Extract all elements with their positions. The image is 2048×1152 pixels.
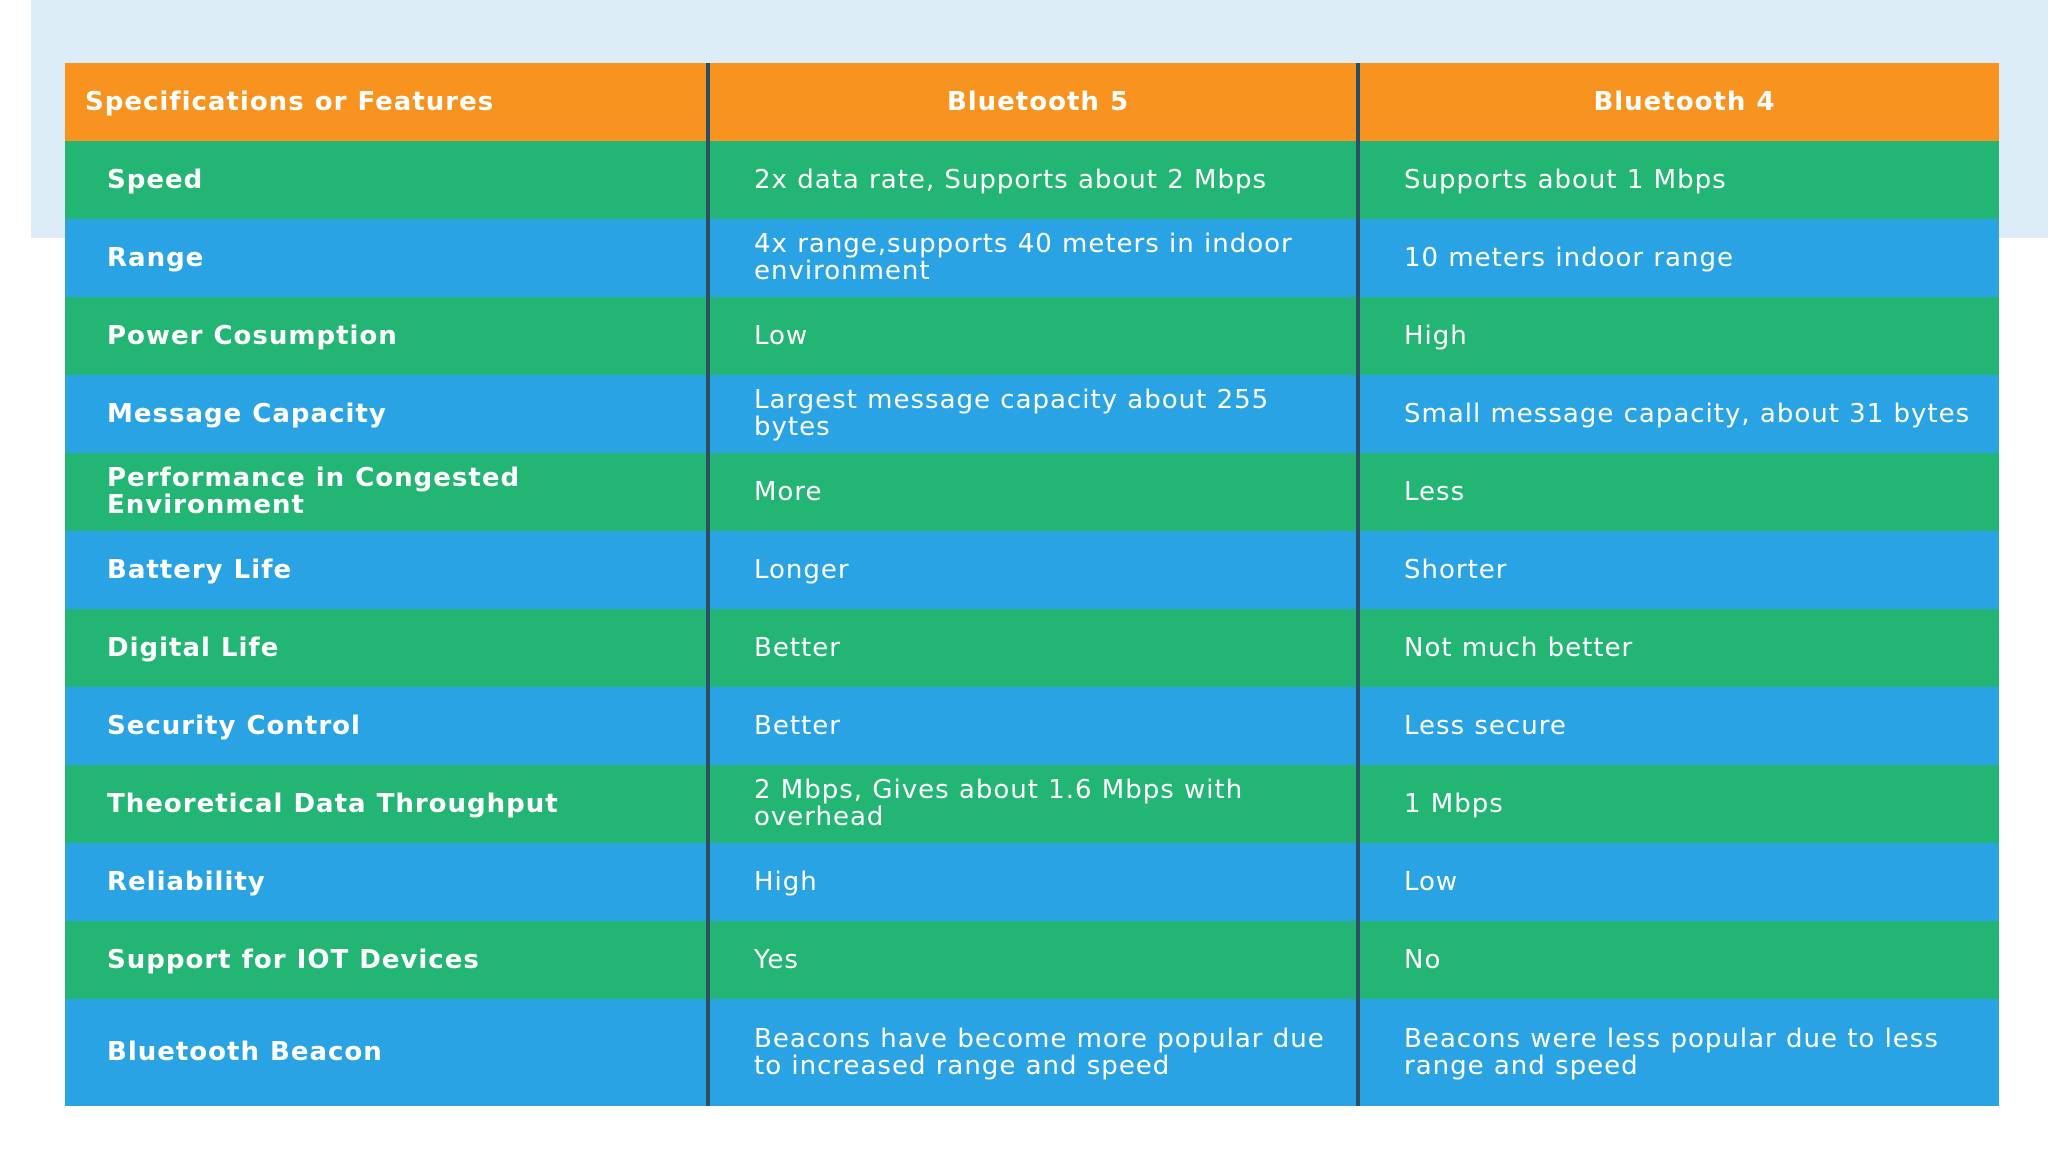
bluetooth-4-cell: Supports about 1 Mbps bbox=[1358, 141, 1999, 219]
feature-cell: Theoretical Data Throughput bbox=[65, 765, 708, 843]
bluetooth-4-cell: High bbox=[1358, 297, 1999, 375]
bluetooth-4-cell: 1 Mbps bbox=[1358, 765, 1999, 843]
comparison-table bbox=[65, 63, 1999, 1106]
bluetooth-4-cell: 10 meters indoor range bbox=[1358, 219, 1999, 297]
table-row bbox=[65, 921, 1999, 999]
header-bluetooth-4: Bluetooth 4 bbox=[1358, 63, 1999, 141]
feature-cell: Support for IOT Devices bbox=[65, 921, 708, 999]
bluetooth-5-cell: Better bbox=[708, 687, 1358, 765]
feature-cell: Reliability bbox=[65, 843, 708, 921]
feature-cell: Battery Life bbox=[65, 531, 708, 609]
feature-cell: Speed bbox=[65, 141, 708, 219]
bluetooth-5-cell: Low bbox=[708, 297, 1358, 375]
feature-cell: Performance in Congested Environment bbox=[65, 453, 708, 531]
bluetooth-5-cell: 2 Mbps, Gives about 1.6 Mbps with overhead bbox=[708, 765, 1358, 843]
bluetooth-5-cell: High bbox=[708, 843, 1358, 921]
header-row bbox=[65, 63, 1999, 141]
feature-cell: Bluetooth Beacon bbox=[65, 999, 708, 1106]
bluetooth-5-cell: Better bbox=[708, 609, 1358, 687]
table-row bbox=[65, 843, 1999, 921]
feature-cell: Digital Life bbox=[65, 609, 708, 687]
table-row bbox=[65, 219, 1999, 297]
feature-cell: Power Cosumption bbox=[65, 297, 708, 375]
bluetooth-4-cell: Beacons were less popular due to less range and speed bbox=[1358, 999, 1999, 1106]
table-row bbox=[65, 531, 1999, 609]
bluetooth-4-cell: Less bbox=[1358, 453, 1999, 531]
bluetooth-4-cell: Less secure bbox=[1358, 687, 1999, 765]
table-row bbox=[65, 609, 1999, 687]
header-features: Specifications or Features bbox=[65, 63, 708, 141]
feature-cell: Range bbox=[65, 219, 708, 297]
table-row bbox=[65, 765, 1999, 843]
table-row bbox=[65, 687, 1999, 765]
table-row bbox=[65, 999, 1999, 1106]
table-row bbox=[65, 141, 1999, 219]
bluetooth-5-cell: Yes bbox=[708, 921, 1358, 999]
bluetooth-4-cell: Not much better bbox=[1358, 609, 1999, 687]
table-row bbox=[65, 453, 1999, 531]
bluetooth-5-cell: More bbox=[708, 453, 1358, 531]
bluetooth-5-cell: Longer bbox=[708, 531, 1358, 609]
bluetooth-4-cell: Low bbox=[1358, 843, 1999, 921]
bluetooth-5-cell: 2x data rate, Supports about 2 Mbps bbox=[708, 141, 1358, 219]
bluetooth-4-cell: No bbox=[1358, 921, 1999, 999]
bluetooth-4-cell: Small message capacity, about 31 bytes bbox=[1358, 375, 1999, 453]
table-row bbox=[65, 297, 1999, 375]
feature-cell: Message Capacity bbox=[65, 375, 708, 453]
bluetooth-5-cell: 4x range,supports 40 meters in indoor environment bbox=[708, 219, 1358, 297]
header-bluetooth-5: Bluetooth 5 bbox=[708, 63, 1358, 141]
bluetooth-4-cell: Shorter bbox=[1358, 531, 1999, 609]
bluetooth-5-cell: Largest message capacity about 255 bytes bbox=[708, 375, 1358, 453]
feature-cell: Security Control bbox=[65, 687, 708, 765]
table-row bbox=[65, 375, 1999, 453]
bluetooth-5-cell: Beacons have become more popular due to increased range and speed bbox=[708, 999, 1358, 1106]
